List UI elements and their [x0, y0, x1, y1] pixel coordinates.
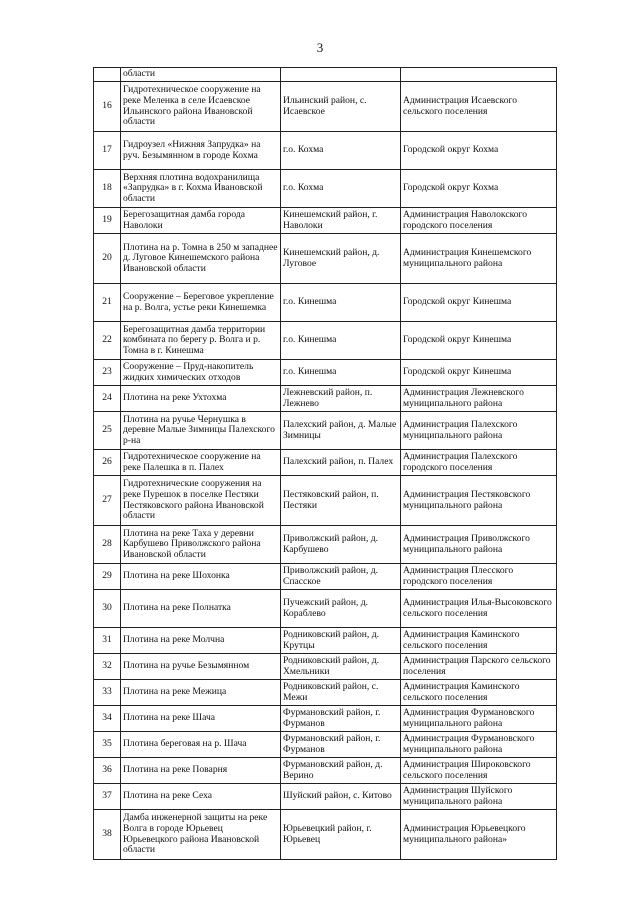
owner: Администрация Шуйского муниципального района [401, 784, 557, 810]
owner: Городской округ Кинешма [401, 284, 557, 322]
owner: Администрация Палехского муниципального района [401, 412, 557, 450]
object-name: Плотина на реке Ухтохма [121, 386, 281, 412]
row-number: 28 [94, 526, 121, 564]
owner: Администрация Каминского сельского поселения [401, 628, 557, 654]
object-name: Плотина на реке Шохонка [121, 564, 281, 590]
owner: Администрация Палехского городского поселения [401, 450, 557, 476]
row-number [94, 68, 121, 82]
owner: Администрация Илья-Высоковского сельского поселения [401, 590, 557, 628]
location: Родниковский район, с. Межи [281, 680, 401, 706]
location: Пестяковский район, п. Пестяки [281, 476, 401, 526]
table-row [94, 170, 557, 208]
row-number: 23 [94, 360, 121, 386]
table-row [94, 810, 557, 860]
table-row [94, 526, 557, 564]
location: г.о. Кохма [281, 132, 401, 170]
table-row [94, 706, 557, 732]
table-row [94, 732, 557, 758]
location: г.о. Кохма [281, 170, 401, 208]
row-number: 31 [94, 628, 121, 654]
object-name: Плотина на реке Межица [121, 680, 281, 706]
row-number: 33 [94, 680, 121, 706]
object-name: области [121, 68, 281, 82]
location: Кинешемский район, д. Луговое [281, 234, 401, 284]
row-number: 32 [94, 654, 121, 680]
owner: Администрация Фурмановского муниципального района [401, 732, 557, 758]
owner: Администрация Широковского сельского поселения [401, 758, 557, 784]
object-name: Плотина на реке Полнатка [121, 590, 281, 628]
location: Палехский район, д. Малые Зимницы [281, 412, 401, 450]
object-name: Плотина на реке Таха у деревни Карбушево Приволжского района Ивановской области [121, 526, 281, 564]
object-name: Плотина на реке Поварня [121, 758, 281, 784]
owner: Администрация Каминского сельского поселения [401, 680, 557, 706]
table-row-continuation [94, 68, 557, 82]
owner: Администрация Исаевского сельского поселения [401, 82, 557, 132]
object-name: Сооружение – Береговое укрепление на р. Волга, устье реки Кинешемка [121, 284, 281, 322]
location: г.о. Кинешма [281, 360, 401, 386]
location: Шуйский район, с. Китово [281, 784, 401, 810]
owner: Городской округ Кинешма [401, 322, 557, 360]
row-number: 25 [94, 412, 121, 450]
location: Юрьевецкий район, г. Юрьевец [281, 810, 401, 860]
table-row [94, 590, 557, 628]
owner: Администрация Приволжского муниципального района [401, 526, 557, 564]
object-name: Дамба инженерной защиты на реке Волга в городе Юрьевец Юрьевецкого района Ивановской области [121, 810, 281, 860]
row-number: 16 [94, 82, 121, 132]
table-row [94, 82, 557, 132]
table-row [94, 208, 557, 234]
table-row [94, 758, 557, 784]
row-number: 35 [94, 732, 121, 758]
table-row [94, 360, 557, 386]
row-number: 22 [94, 322, 121, 360]
owner: Администрация Фурмановского муниципального района [401, 706, 557, 732]
object-name: Плотина на реке Шача [121, 706, 281, 732]
table-row [94, 234, 557, 284]
owner: Администрация Наволокского городского поселения [401, 208, 557, 234]
object-name: Гидроузел «Нижняя Запрудка» на руч. Безымянном в городе Кохма [121, 132, 281, 170]
object-name: Сооружение – Пруд-накопитель жидких химических отходов [121, 360, 281, 386]
location: Кинешемский район, г. Наволоки [281, 208, 401, 234]
location: Родниковский район, д. Хмельники [281, 654, 401, 680]
table-row [94, 450, 557, 476]
location: г.о. Кинешма [281, 322, 401, 360]
row-number: 26 [94, 450, 121, 476]
table-row [94, 654, 557, 680]
object-name: Плотина на р. Томна в 250 м западнее д. Луговое Кинешемского района Ивановской области [121, 234, 281, 284]
owner [401, 68, 557, 82]
location: Ильинский район, с. Исаевское [281, 82, 401, 132]
object-name: Плотина на ручье Чернушка в деревне Малые Зимницы Палехского р-на [121, 412, 281, 450]
location: г.о. Кинешма [281, 284, 401, 322]
row-number: 30 [94, 590, 121, 628]
location: Лежневский район, п. Лежнево [281, 386, 401, 412]
table-row [94, 386, 557, 412]
owner: Администрация Пестяковского муниципального района [401, 476, 557, 526]
owner: Администрация Юрьевецкого муниципального района» [401, 810, 557, 860]
row-number: 27 [94, 476, 121, 526]
table-row [94, 476, 557, 526]
object-name: Гидротехническое сооружение на реке Меленка в селе Исаевское Ильинского района Ивановской области [121, 82, 281, 132]
table-row [94, 412, 557, 450]
location: Родниковский район, д. Крутцы [281, 628, 401, 654]
row-number: 36 [94, 758, 121, 784]
table-row [94, 284, 557, 322]
object-name: Плотина на реке Молчна [121, 628, 281, 654]
location: Приволжский район, д. Спасское [281, 564, 401, 590]
row-number: 24 [94, 386, 121, 412]
table-row [94, 784, 557, 810]
location: Фурмановский район, г. Фурманов [281, 732, 401, 758]
location: Фурмановский район, д. Верино [281, 758, 401, 784]
location: Пучежский район, д. Кораблево [281, 590, 401, 628]
location: Фурмановский район, г. Фурманов [281, 706, 401, 732]
row-number: 19 [94, 208, 121, 234]
location: Приволжский район, д. Карбушево [281, 526, 401, 564]
table-row [94, 564, 557, 590]
row-number: 38 [94, 810, 121, 860]
table-row [94, 322, 557, 360]
owner: Администрация Парского сельского поселения [401, 654, 557, 680]
location: Палехский район, п. Палех [281, 450, 401, 476]
owner: Администрация Кинешемского муниципального района [401, 234, 557, 284]
hydraulic-structures-table [93, 67, 557, 860]
location [281, 68, 401, 82]
row-number: 21 [94, 284, 121, 322]
table-row [94, 132, 557, 170]
object-name: Плотина береговая на р. Шача [121, 732, 281, 758]
page-number: 3 [316, 40, 324, 55]
row-number: 29 [94, 564, 121, 590]
row-number: 17 [94, 132, 121, 170]
object-name: Гидротехнические сооружения на реке Пурешок в поселке Пестяки Пестяковского района Ивановской области [121, 476, 281, 526]
object-name: Плотина на реке Сеха [121, 784, 281, 810]
table-row [94, 680, 557, 706]
row-number: 18 [94, 170, 121, 208]
row-number: 34 [94, 706, 121, 732]
owner: Городской округ Кинешма [401, 360, 557, 386]
object-name: Плотина на ручье Безымянном [121, 654, 281, 680]
row-number: 37 [94, 784, 121, 810]
owner: Городской округ Кохма [401, 170, 557, 208]
object-name: Берегозащитная дамба территории комбината по берегу р. Волга и р. Томна в г. Кинешма [121, 322, 281, 360]
object-name: Берегозащитная дамба города Наволоки [121, 208, 281, 234]
owner: Администрация Плесского городского поселения [401, 564, 557, 590]
table-row [94, 628, 557, 654]
owner: Администрация Лежневского муниципального района [401, 386, 557, 412]
object-name: Верхняя плотина водохранилища «Запрудка» в г. Кохма Ивановской области [121, 170, 281, 208]
object-name: Гидротехническое сооружение на реке Палешка в п. Палех [121, 450, 281, 476]
row-number: 20 [94, 234, 121, 284]
owner: Городской округ Кохма [401, 132, 557, 170]
